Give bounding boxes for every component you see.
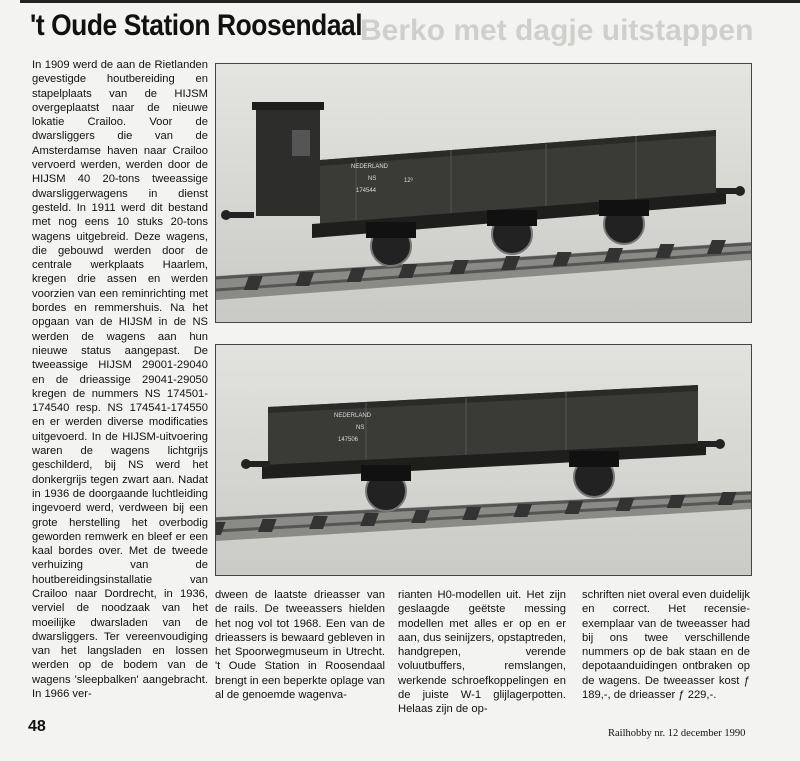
- wagon-lettering-ns: NS: [368, 176, 377, 182]
- wagon-lettering-country: NEDERLAND: [334, 413, 372, 419]
- text-column-3: [398, 588, 566, 717]
- text-column-1: [32, 58, 208, 701]
- page-number: 48: [28, 718, 46, 735]
- photo-three-axle-wagon: [215, 63, 752, 323]
- column-3-text: rianten H0-modellen uit. Het zijn geslaagde geëtste messing modellen met alles er op en er aan, dus seinijzers, opstaptreden, handgrepen, verende voluutbuffers, remslangen, werkende schroefkoppelingen en de juiste W-1 glijlagerpotten. Helaas zijn de op-: [398, 589, 566, 716]
- text-column-2: [215, 588, 385, 702]
- footer-issue: Railhobby nr. 12 december 1990: [608, 728, 746, 739]
- column-2-text: dween de laatste drieasser van de rails. De tweeassers hielden het nog vol tot 1968. Een van de drieassers is bewaard gebleven in het Spoorwegmuseum in Utrecht. 't Oude Station in Roosendaal brengt in een beperkte oplage van al de genoemde wagenva-: [215, 589, 385, 702]
- text-column-4: [582, 588, 750, 702]
- wagon-lettering-ns: NS: [356, 425, 365, 431]
- bleed-through-title: Berko met dagje uitstappen: [360, 14, 754, 47]
- wagon-number: 174544: [356, 188, 377, 194]
- wagon-number: 147506: [338, 437, 359, 443]
- wagon-weight: 12³: [404, 178, 413, 184]
- wagon-lettering-country: NEDERLAND: [351, 164, 389, 170]
- photo-two-axle-wagon: [215, 344, 752, 576]
- top-rule: [20, 0, 800, 3]
- article-title: 't Oude Station Roosendaal: [30, 9, 363, 42]
- column-1-text: In 1909 werd de aan de Rietlanden gevestigde houtbereiding en stapelplaats van de HIJSM overgeplaatst naar de nieuwe lokatie Crailoo. Voor de dwarsliggers die van de Amsterdamse haven naar Crailoo vervoerd werden, werden door de HIJSM 40 20-tons tweeassige dwarsliggerwagens in dienst gesteld. In 1911 werd dit bestand met nog eens 10 stuks 20-tons wagens uitgebreid. Deze wagens, die gebouwd werden door de centrale werkplaats Haarlem, kregen drie assen en werden voorzien van een reminrichting met bordes en remmershuis. Na het opgaan van de HIJSM in de NS werden de wagens aan hun nieuwe status aangepast. De tweeassige HIJSM 29001-29040 en de drieassige 29041-29050 kregen de nummers NS 174501-174540 resp. NS 174541-174550 en er werden diverse modificaties uitgevoerd. In de HIJSM-uitvoering waren de wagens lichtgrijs geschilderd, bij NS werd het donkergrijs tegen zwart aan. Nadat in 1936 de doorgaande luchtleiding ingevoerd werd, verdween bij een grote herstelling het overbodig geworden remwerk en bleef er een kaal bordes over. Met de tweede verhuizing van de houtbereidingsinstallatie van Crailoo naar Dordrecht, in 1936, verviel de noodzaak van het moeilijke dwarsladen van de dwarsliggers. Ter vereenvoudiging van het langsladen en lossen werden op de bodem van de wagens 'sleepbalken' aangebracht. In 1966 ver-: [32, 59, 208, 701]
- two-axle-wagon-image: [216, 345, 751, 575]
- brakeman-hut: [256, 106, 320, 216]
- column-4-text: schriften niet overal even duidelijk en correct. Het recensie-exemplaar van de tweeasser had bij ons twee verschillende nummers op de bak staan en de depotaanduidingen ontbraken op de wagens. De tweeasser kost ƒ 189,-, de drieasser ƒ 229,-.: [582, 589, 750, 702]
- three-axle-wagon-image: [216, 64, 751, 322]
